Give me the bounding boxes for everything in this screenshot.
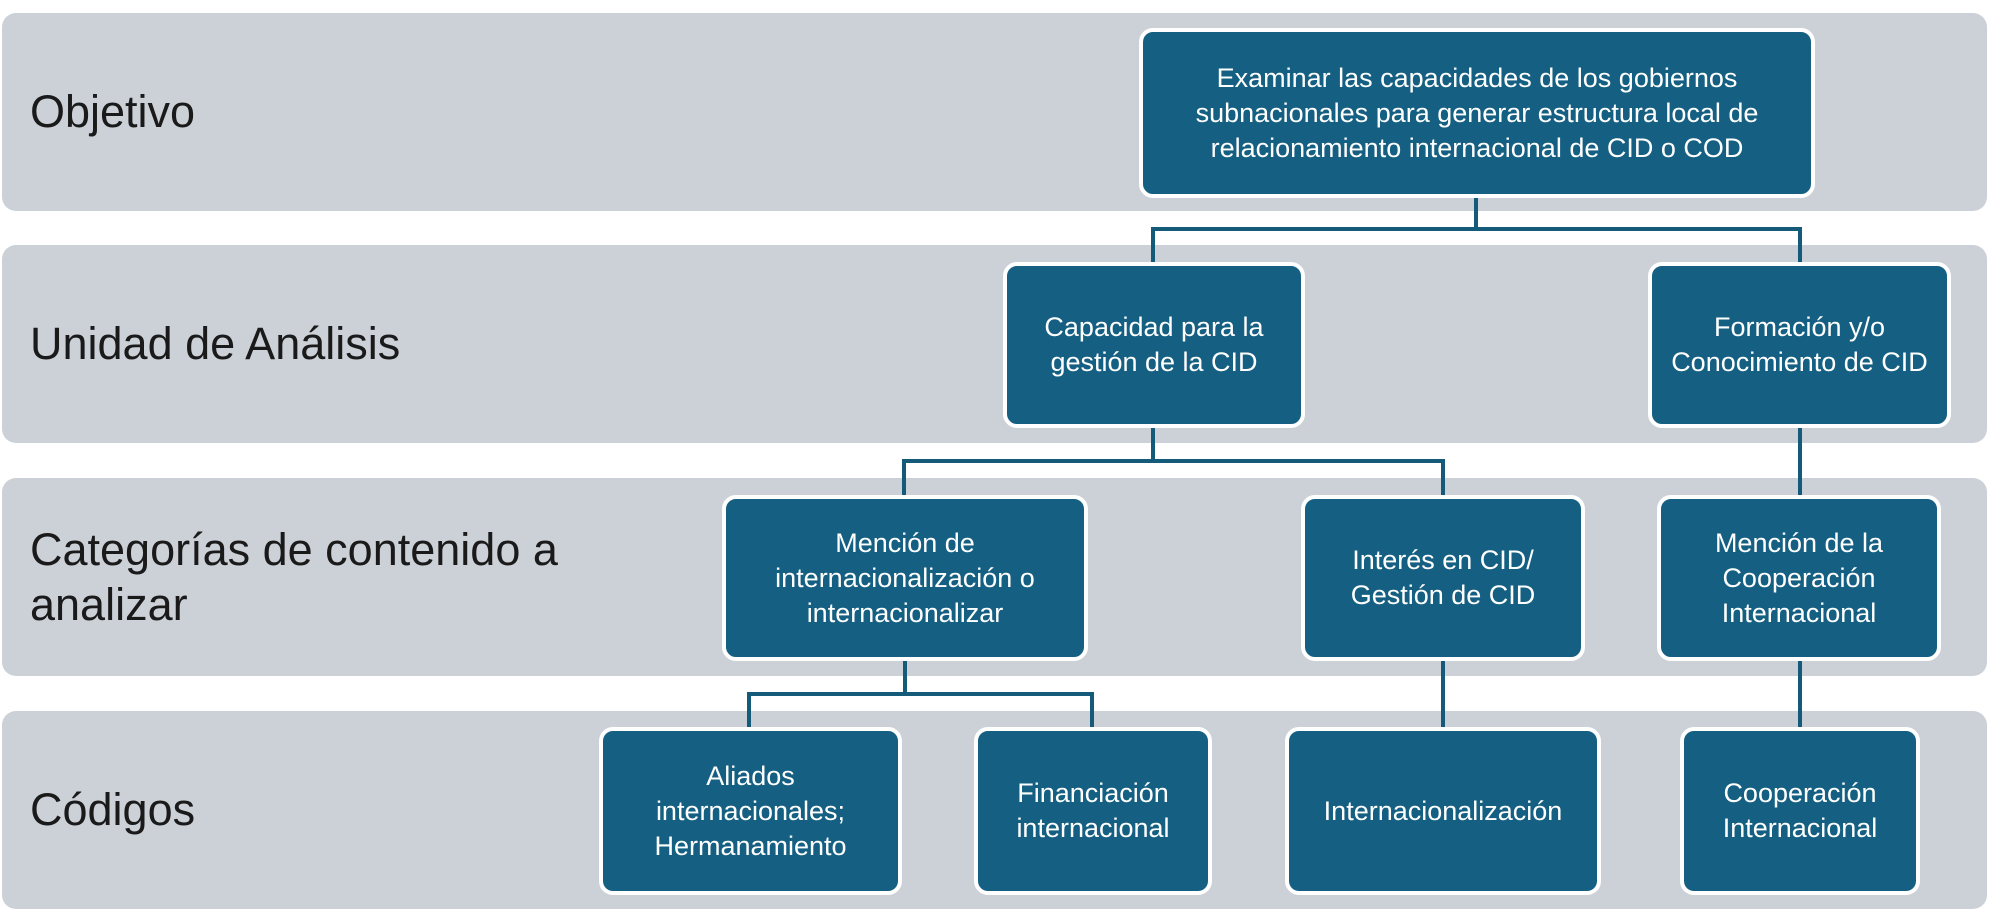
connector-objetivo-to-unidad bbox=[1153, 198, 1800, 262]
connector-mencion-intern-to-codigos bbox=[749, 661, 1092, 727]
node-mencion-cooperacion: Mención de la Cooperación Internacional bbox=[1657, 495, 1941, 661]
node-formacion-conocimiento-cid: Formación y/o Conocimiento de CID bbox=[1648, 262, 1951, 428]
label-codigos: Códigos bbox=[30, 784, 196, 835]
node-interes-en-cid: Interés en CID/ Gestión de CID bbox=[1301, 495, 1585, 661]
connector-capacidad-to-categorias bbox=[904, 428, 1443, 495]
node-objetivo: Examinar las capacidades de los gobiernos subnacionales para generar estructura local de relacionamiento internacional de CID o COD bbox=[1139, 28, 1815, 198]
node-financiacion-internacional: Financiación internacional bbox=[974, 727, 1212, 895]
label-unidad-de-analisis: Unidad de Análisis bbox=[30, 318, 401, 369]
label-objetivo: Objetivo bbox=[30, 86, 196, 137]
node-capacidad-gestion-cid: Capacidad para la gestión de la CID bbox=[1003, 262, 1305, 428]
label-categorias: Categorías de contenido a analizar bbox=[30, 524, 558, 630]
node-mencion-internacionalizacion: Mención de internacionalización o internacionalizar bbox=[722, 495, 1088, 661]
node-cooperacion-internacional: Cooperación Internacional bbox=[1680, 727, 1920, 895]
node-aliados-internacionales: Aliados internacionales; Hermanamiento bbox=[599, 727, 902, 895]
node-internacionalizacion: Internacionalización bbox=[1285, 727, 1601, 895]
